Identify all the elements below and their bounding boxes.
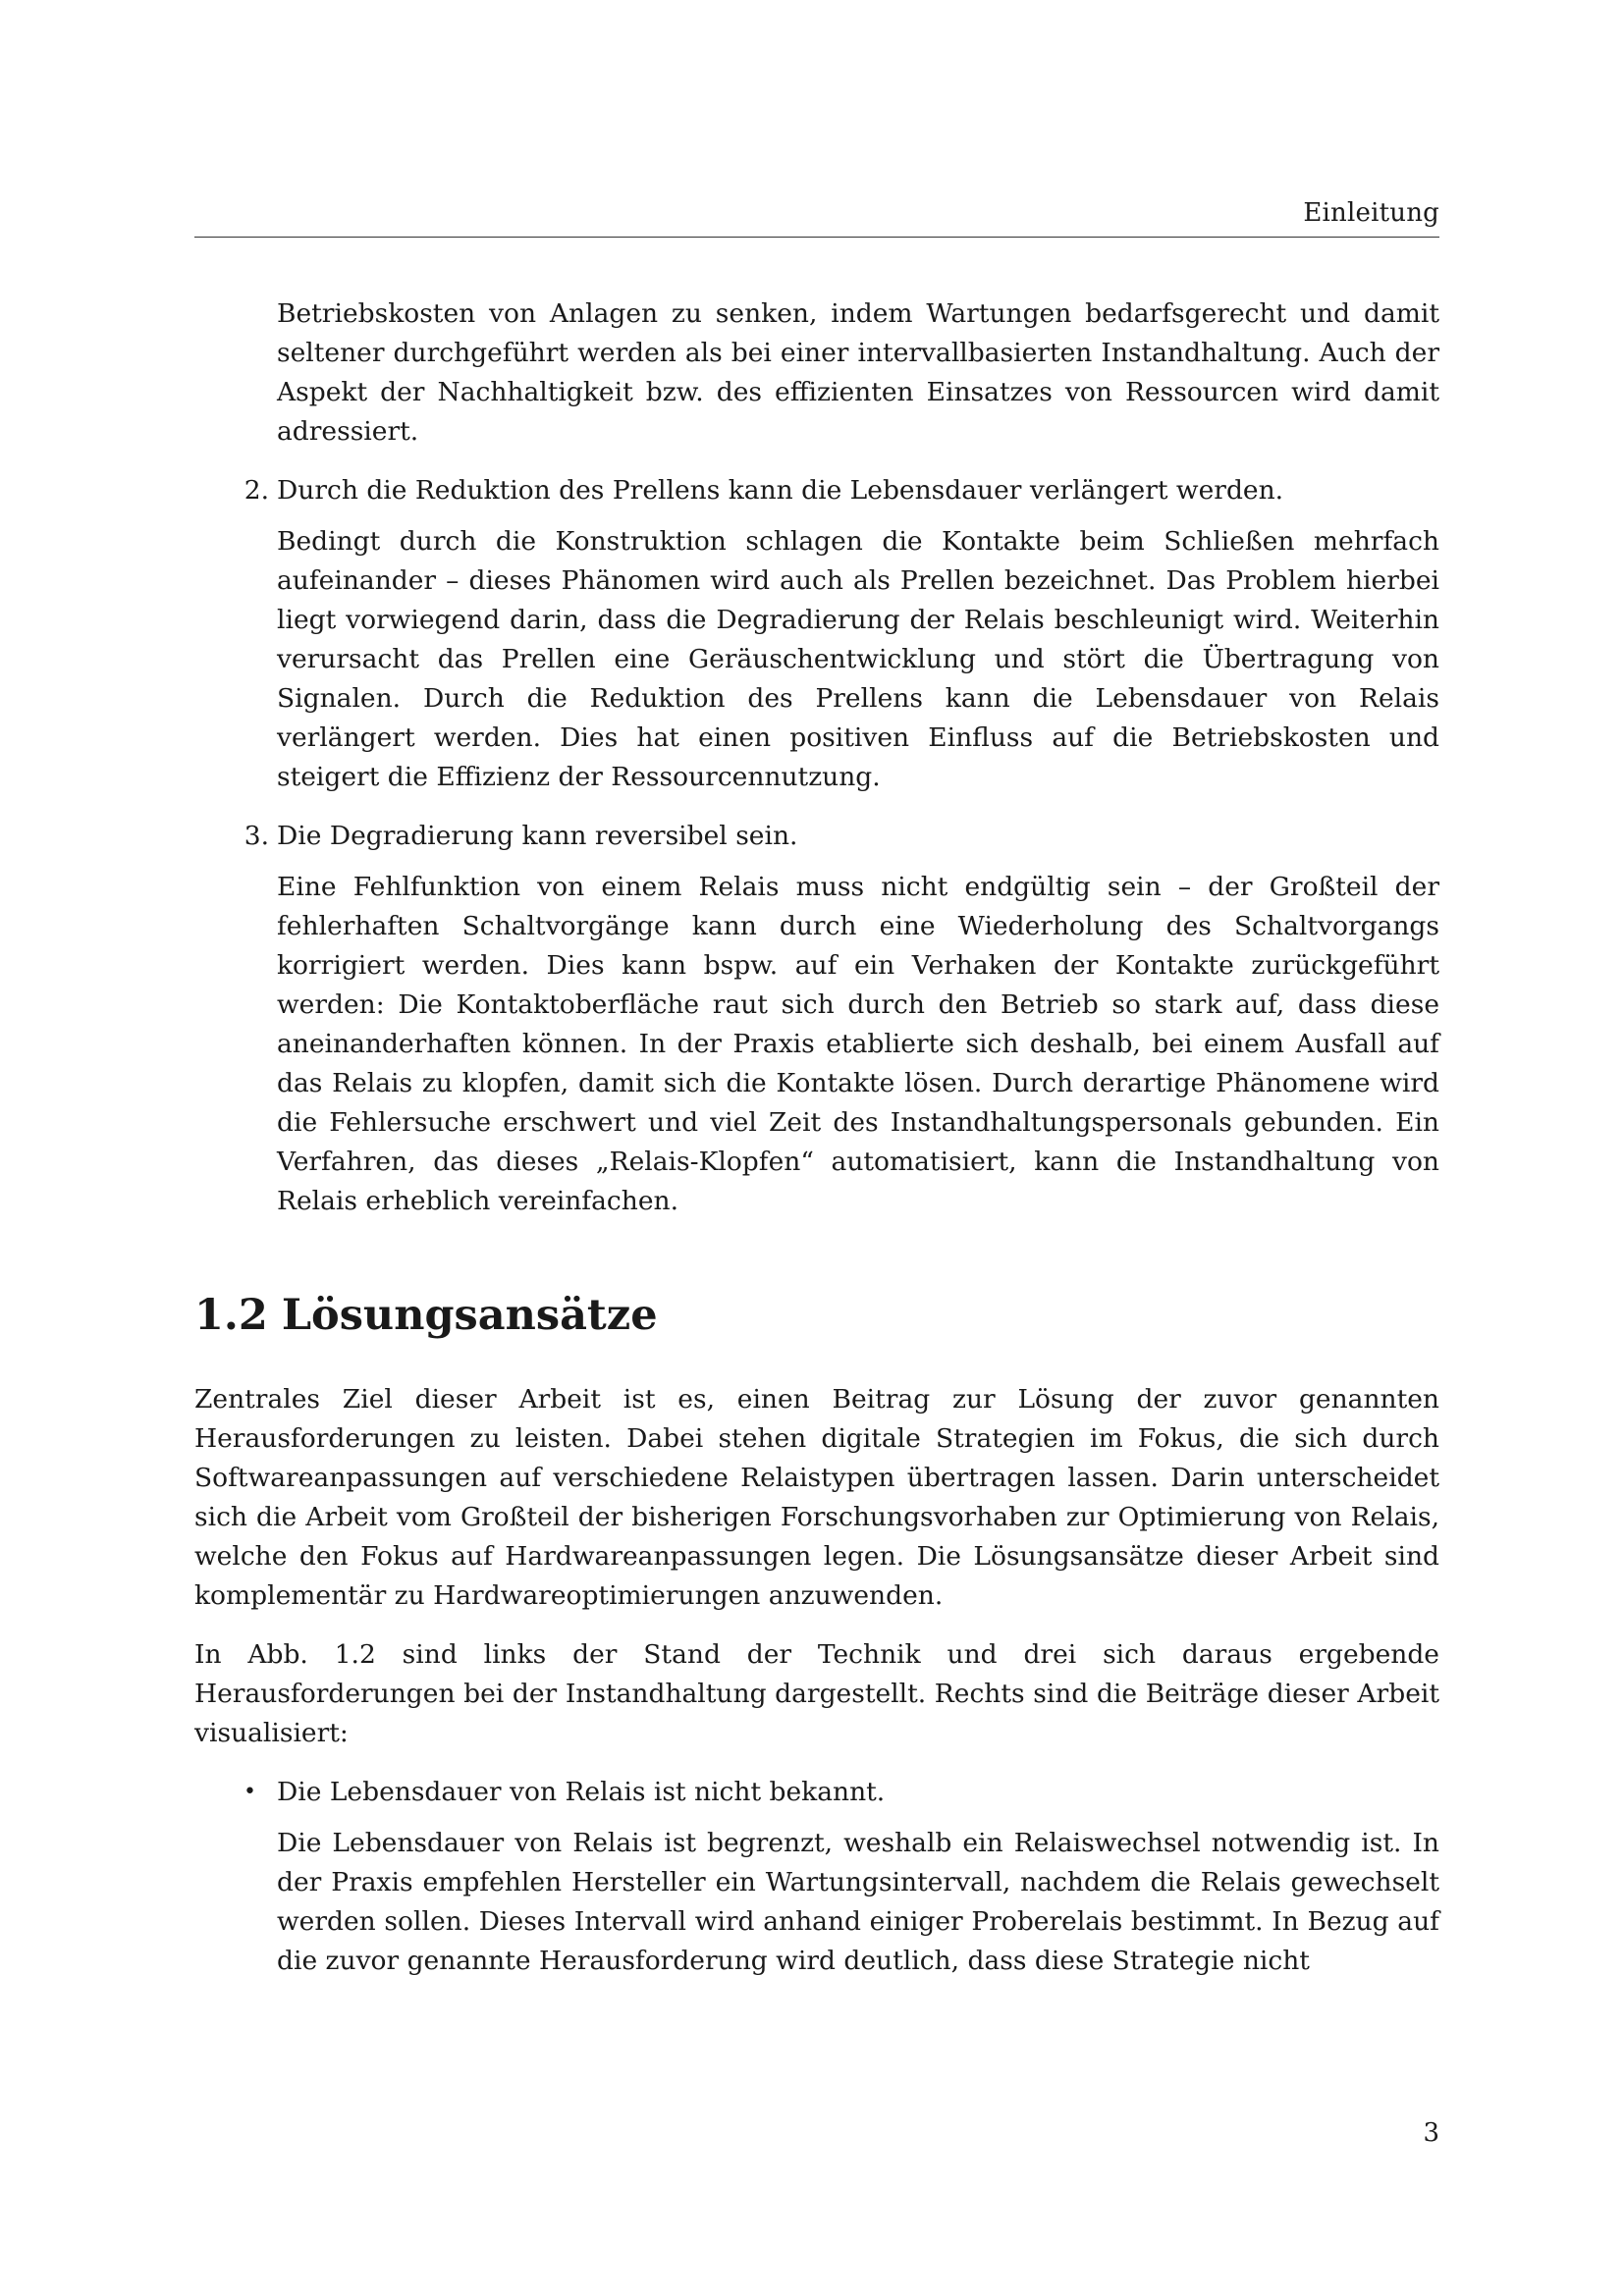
bullet-icon: •: [244, 1780, 256, 1804]
section-paragraph: In Abb. 1.2 sind links der Stand der Technik und drei sich daraus ergebende Herausforderungen bei der Instandhaltung dargestellt. Rechts sind die Beiträge dieser Arbeit visualisiert:: [194, 1639, 1439, 1748]
running-header-title: Einleitung: [1303, 198, 1439, 228]
bullet-item: [244, 1773, 1439, 1812]
enumerated-item-title: Die Degradierung kann reversibel sein.: [277, 821, 798, 851]
enumeration-number: 2.: [244, 475, 269, 506]
enumerated-item-2: [244, 471, 1439, 510]
page-content: [194, 294, 1439, 1981]
enumerated-item-body: Bedingt durch die Konstruktion schlagen die Kontakte beim Schließen mehrfach aufeinander – dieses Phänomen wird auch als Prellen bezeichnet. Das Problem hierbei liegt vorwiegend darin, dass die Degradierung der Relais beschleunigt wird. Weiterhin verursacht das Prellen eine Geräuschentwicklung und stört die Übertragung von Signalen. Durch die Reduktion des Prellens kann die Lebensdauer von Relais verlängert werden. Dies hat einen positiven Einfluss auf die Betriebskosten und steigert die Effizienz der Ressourcennutzung.: [277, 526, 1439, 792]
section-paragraph: Zentrales Ziel dieser Arbeit ist es, einen Beitrag zur Lösung der zuvor genannten Herausforderungen zu leisten. Dabei stehen digitale Strategien im Fokus, die sich durch Softwareanpassungen auf verschiedene Relaistypen übertragen lassen. Darin unterscheidet sich die Arbeit vom Großteil der bisherigen Forschungsvorhaben zur Optimierung von Relais, welche den Fokus auf Hardwareanpassungen legen. Die Lösungsansätze dieser Arbeit sind komplementär zu Hardwareoptimierungen anzuwenden.: [194, 1384, 1439, 1611]
enumerated-item-title: Durch die Reduktion des Prellens kann die Lebensdauer verlängert werden.: [277, 475, 1284, 506]
enumeration-number: 3.: [244, 821, 269, 851]
section-heading: [194, 1290, 1439, 1341]
section-number: 1.2: [194, 1291, 268, 1340]
intro-continuation-paragraph: Betriebskosten von Anlagen zu senken, indem Wartungen bedarfsgerecht und damit seltener durchgeführt werden als bei einer intervallbasierten Instandhaltung. Auch der Aspekt der Nachhaltigkeit bzw. des effizienten Einsatzes von Ressourcen wird damit adressiert.: [277, 298, 1439, 447]
enumerated-item-body: Eine Fehlfunktion von einem Relais muss nicht endgültig sein – der Großteil der fehlerhaften Schaltvorgänge kann durch eine Wiederholung des Schaltvorgangs korrigiert werden. Dies kann bspw. auf ein Verhaken der Kontakte zurückgeführt werden: Die Kontaktoberfläche raut sich durch den Betrieb so stark auf, dass diese aneinanderhaften können. In der Praxis etablierte sich deshalb, bei einem Ausfall auf das Relais zu klopfen, damit sich die Kontakte lösen. Durch derartige Phänomene wird die Fehlersuche erschwert und viel Zeit des Instandhaltungspersonals gebunden. Ein Verfahren, das dieses „Relais-Klopfen“ automatisiert, kann die Instandhaltung von Relais erheblich vereinfachen.: [277, 872, 1439, 1216]
bullet-item-body: Die Lebensdauer von Relais ist begrenzt, weshalb ein Relaiswechsel notwendig ist. In der Praxis empfehlen Hersteller ein Wartungsintervall, nachdem die Relais gewechselt werden sollen. Dieses Intervall wird anhand einiger Proberelais bestimmt. In Bezug auf die zuvor genannte Herausforderung wird deutlich, dass diese Strategie nicht: [277, 1828, 1439, 1976]
enumerated-item-3: [244, 817, 1439, 856]
bullet-item-title: Die Lebensdauer von Relais ist nicht bekannt.: [277, 1777, 886, 1807]
running-header: [194, 194, 1439, 238]
section-title: Lösungsansätze: [281, 1291, 658, 1340]
page-number: 3: [1423, 2118, 1439, 2148]
